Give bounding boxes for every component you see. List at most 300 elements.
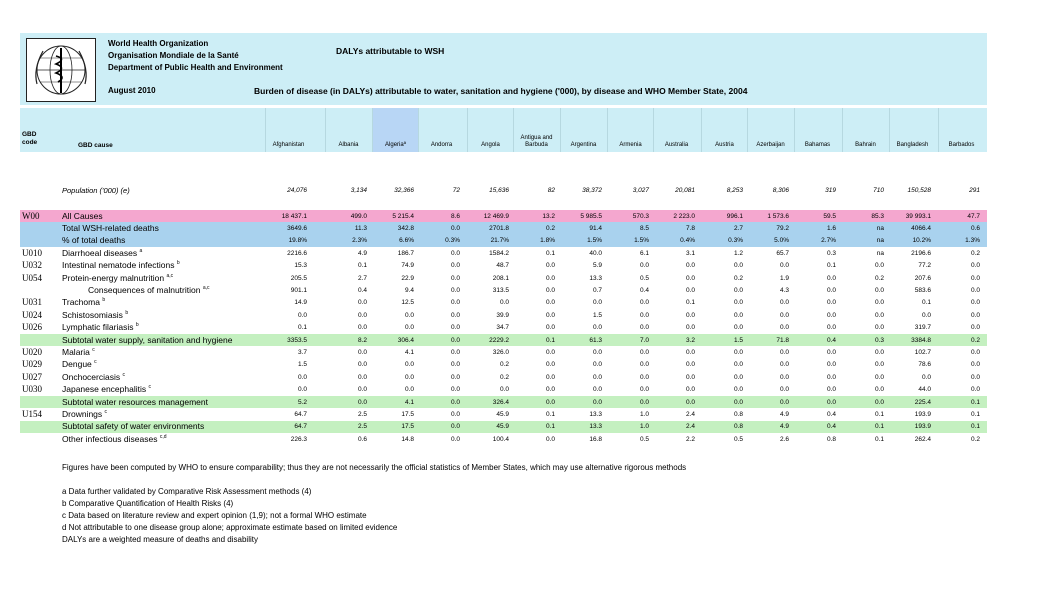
table-cell: 1.2 <box>733 249 743 257</box>
table-cell: 0.0 <box>545 373 555 381</box>
table-cell: 0.1 <box>970 423 980 431</box>
table-cell: 0.2 <box>970 249 980 257</box>
table-cell: 0.0 <box>639 398 649 406</box>
table-cell: 0.7 <box>592 286 602 294</box>
table-cell: 0.0 <box>733 398 743 406</box>
table-cell: 44.0 <box>918 386 931 394</box>
table-cell: 0.0 <box>685 274 695 282</box>
cause-label <box>62 372 125 382</box>
table-cell: 2196.6 <box>911 249 931 257</box>
gbd-code-header <box>22 131 52 147</box>
table-cell: 0.1 <box>357 262 367 270</box>
table-cell: 13.3 <box>589 410 602 418</box>
gbd-code: U027 <box>22 371 42 382</box>
table-cell: 0.0 <box>733 324 743 332</box>
table-cell: 0.8 <box>733 423 743 431</box>
table-cell: 0.0 <box>874 262 884 270</box>
table-cell: 0.0 <box>592 348 602 356</box>
column-header: Bahrain <box>842 108 889 152</box>
table-cell: 0.0 <box>733 373 743 381</box>
table-cell: 0.0 <box>545 361 555 369</box>
cause-name: Consequences of malnutrition <box>88 284 201 295</box>
table-cell: 0.0 <box>404 386 414 394</box>
comparability-note: Figures have been computed by WHO to ensure comparability; thus they are not necessarily the official statistics of Member States, which may use alternative rigorous methods <box>62 463 687 472</box>
table-cell: 186.7 <box>397 249 414 257</box>
table-cell: 0.0 <box>779 373 789 381</box>
table-cell: 0.0 <box>499 299 509 307</box>
cause-label <box>62 409 107 419</box>
footnote-line: d Not attributable to one disease group alone; approximate estimate based on limited evidence <box>62 523 398 532</box>
table-cell: 0.5 <box>639 435 649 443</box>
table-cell: 0.2 <box>499 373 509 381</box>
table-cell: 48.7 <box>496 262 509 270</box>
table-cell: 4.9 <box>357 249 367 257</box>
table-cell: na <box>876 237 884 245</box>
gbd-code: U032 <box>22 260 42 271</box>
table-cell: 18 437.1 <box>281 212 307 220</box>
footnote-marker: c <box>92 347 95 354</box>
table-cell: 0.0 <box>639 311 649 319</box>
table-cell: 0.0 <box>779 311 789 319</box>
table-cell: 0.0 <box>404 361 414 369</box>
table-cell: 0.0 <box>685 286 695 294</box>
table-cell: 0.0 <box>639 348 649 356</box>
table-cell: 1.3% <box>965 237 980 245</box>
table-cell: 12.5 <box>401 299 414 307</box>
cause-name: Lymphatic filariasis <box>62 322 134 333</box>
table-cell: 12 469.9 <box>483 212 509 220</box>
table-cell: 5 985.5 <box>580 212 602 220</box>
cause-name: Diarrhoeal diseases <box>62 247 138 258</box>
table-cell: 0.0 <box>545 398 555 406</box>
table-cell: 0.0 <box>733 361 743 369</box>
table-cell: 1.0 <box>639 410 649 418</box>
table-cell: 0.0 <box>970 311 980 319</box>
table-cell: 0.0 <box>357 348 367 356</box>
table-cell: 39.9 <box>496 311 509 319</box>
table-cell: 20,081 <box>675 187 695 194</box>
table-cell: 0.4 <box>826 423 836 431</box>
table-cell: 0.0 <box>970 262 980 270</box>
table-cell: 0.0 <box>592 299 602 307</box>
table-cell: 3,134 <box>350 187 367 194</box>
table-cell: 0.0 <box>357 373 367 381</box>
cause-name: Schistosomiasis <box>62 309 123 320</box>
table-cell: 9.4 <box>404 286 414 294</box>
table-cell: 313.5 <box>492 286 509 294</box>
gbd-code: U026 <box>22 322 42 333</box>
column-header: Argentina <box>560 108 607 152</box>
table-cell: 0.0 <box>826 398 836 406</box>
cause-label <box>62 347 95 357</box>
footnote-marker: b <box>135 322 139 329</box>
table-cell: 8.6 <box>450 212 460 220</box>
column-header: Antigua and Barbuda <box>513 108 560 152</box>
table-cell: 0.1 <box>545 336 555 344</box>
table-cell: 0.0 <box>970 386 980 394</box>
org-name-en: World Health Organization <box>108 39 209 48</box>
table-cell: 38,372 <box>582 187 602 194</box>
table-cell: 0.0 <box>826 324 836 332</box>
table-cell: 0.0 <box>685 386 695 394</box>
table-cell: 0.0 <box>685 373 695 381</box>
table-cell: 2.7 <box>733 224 743 232</box>
table-cell: 1.5% <box>634 237 649 245</box>
column-header: Austria <box>701 108 748 152</box>
table-cell: 0.0 <box>733 286 743 294</box>
table-cell: 319 <box>825 187 836 194</box>
table-cell: 2 223.0 <box>673 212 695 220</box>
table-cell: 3353.5 <box>287 336 307 344</box>
table-cell: 2.7 <box>357 274 367 282</box>
table-cell: 0.0 <box>685 311 695 319</box>
table-cell: 4066.4 <box>911 224 931 232</box>
table-cell: 0.0 <box>450 274 460 282</box>
column-header: Bangladesh <box>889 108 936 152</box>
table-cell: 0.4 <box>639 286 649 294</box>
table-cell: 6.6% <box>399 237 414 245</box>
table-cell: 45.9 <box>496 410 509 418</box>
column-header: Afghanistan <box>265 108 312 152</box>
table-cell: 0.0 <box>357 398 367 406</box>
cause-name: Subtotal safety of water environments <box>62 421 205 432</box>
table-cell: 0.2 <box>970 336 980 344</box>
footnote-line: DALYs are a weighted measure of deaths and disability <box>62 535 258 544</box>
cause-name: Trachoma <box>62 297 100 308</box>
cause-label <box>62 359 97 369</box>
gbd-code: U030 <box>22 384 42 395</box>
table-cell: 0.1 <box>297 324 307 332</box>
table-cell: 0.8 <box>826 435 836 443</box>
table-cell: 2.2 <box>685 435 695 443</box>
report-date: August 2010 <box>108 86 156 95</box>
table-cell: 2.5 <box>357 410 367 418</box>
table-cell: 0.0 <box>450 324 460 332</box>
table-cell: 2.4 <box>685 410 695 418</box>
table-cell: 193.9 <box>914 410 931 418</box>
table-cell: 0.0 <box>733 348 743 356</box>
table-cell: 0.0 <box>779 324 789 332</box>
table-cell: 326.0 <box>492 348 509 356</box>
table-cell: 0.0 <box>297 311 307 319</box>
table-cell: 0.0 <box>450 249 460 257</box>
table-cell: 0.2 <box>874 274 884 282</box>
table-cell: 0.0 <box>404 373 414 381</box>
table-cell: 0.0 <box>733 262 743 270</box>
table-cell: 0.0 <box>874 299 884 307</box>
table-cell: 0.2 <box>499 361 509 369</box>
table-cell: 0.0 <box>357 324 367 332</box>
table-cell: 0.0 <box>450 336 460 344</box>
table-cell: 6.1 <box>639 249 649 257</box>
cause-label <box>62 235 125 245</box>
table-cell: 291 <box>969 187 980 194</box>
table-cell: 0.1 <box>874 410 884 418</box>
table-cell: 0.1 <box>826 262 836 270</box>
table-cell: 1.5 <box>733 336 743 344</box>
table-cell: 710 <box>873 187 884 194</box>
table-cell: 0.0 <box>874 373 884 381</box>
cause-name: All Causes <box>62 210 103 221</box>
table-cell: 0.4 <box>357 286 367 294</box>
table-cell: 0.0 <box>970 348 980 356</box>
table-cell: 1.5 <box>297 361 307 369</box>
table-cell: 342.8 <box>397 224 414 232</box>
table-cell: 0.1 <box>545 423 555 431</box>
table-cell: 2229.2 <box>489 336 509 344</box>
cause-label <box>62 273 173 283</box>
table-cell: 0.0 <box>685 324 695 332</box>
gbd-code: U154 <box>22 408 42 419</box>
table-cell: 0.0 <box>639 373 649 381</box>
table-cell: 0.0 <box>970 274 980 282</box>
table-cell: 0.0 <box>779 361 789 369</box>
table-cell: 11.3 <box>354 224 367 232</box>
table-cell: 2.4 <box>685 423 695 431</box>
table-cell: 85.3 <box>871 212 884 220</box>
table-cell: 0.5 <box>733 435 743 443</box>
table-cell: 0.0 <box>826 311 836 319</box>
cause-name: Malaria <box>62 346 90 357</box>
table-cell: 0.0 <box>826 348 836 356</box>
table-cell: 319.7 <box>914 324 931 332</box>
footnote-marker: c <box>104 409 108 416</box>
table-cell: 0.0 <box>970 324 980 332</box>
cause-name: Total WSH-related deaths <box>62 222 159 233</box>
gbd-cause-header: GBD cause <box>78 142 113 149</box>
table-cell: 45.9 <box>496 423 509 431</box>
table-cell: 0.0 <box>357 311 367 319</box>
table-cell: 0.0 <box>450 423 460 431</box>
table-cell: 0.0 <box>450 410 460 418</box>
table-cell: 0.0 <box>592 386 602 394</box>
table-cell: 0.0 <box>545 435 555 443</box>
table-cell: 3384.8 <box>911 336 931 344</box>
department-name: Department of Public Health and Environment <box>108 63 283 72</box>
table-cell: 0.0 <box>779 398 789 406</box>
table-cell: 3.7 <box>297 348 307 356</box>
gbd-code: U024 <box>22 309 42 320</box>
table-cell: 13.3 <box>589 274 602 282</box>
table-cell: 0.0 <box>733 299 743 307</box>
table-cell: 47.7 <box>967 212 980 220</box>
gbd-code: U054 <box>22 272 42 283</box>
table-cell: 0.0 <box>874 386 884 394</box>
table-cell: 0.0 <box>779 262 789 270</box>
cause-label <box>62 297 105 307</box>
table-cell: 0.0 <box>545 299 555 307</box>
table-cell: 4.9 <box>779 410 789 418</box>
table-cell: 0.3% <box>728 237 743 245</box>
gbd-code: U010 <box>22 247 42 258</box>
table-cell: 5.9 <box>592 262 602 270</box>
population-label: Population ('000) (e) <box>62 186 130 195</box>
table-cell: 901.1 <box>290 286 307 294</box>
table-cell: 0.0 <box>779 299 789 307</box>
table-cell: 24,076 <box>287 187 307 194</box>
table-cell: 14.8 <box>401 435 414 443</box>
table-cell: 0.0 <box>733 386 743 394</box>
column-header: Bahamas <box>794 108 841 152</box>
column-header: Algeriaª <box>372 108 419 152</box>
table-cell: 0.4 <box>826 410 836 418</box>
table-cell: 13.2 <box>542 212 555 220</box>
table-cell: 499.0 <box>350 212 367 220</box>
gbd-code: U029 <box>22 359 42 370</box>
table-cell: 71.8 <box>776 336 789 344</box>
table-cell: 0.0 <box>545 348 555 356</box>
table-cell: 21.7% <box>490 237 509 245</box>
table-cell: 0.0 <box>874 324 884 332</box>
table-cell: 82 <box>547 187 555 194</box>
table-cell: 262.4 <box>914 435 931 443</box>
table-cell: 0.6 <box>970 224 980 232</box>
cause-name: Subtotal water supply, sanitation and hygiene <box>62 334 233 345</box>
table-cell: 8.5 <box>639 224 649 232</box>
table-cell: 0.0 <box>450 286 460 294</box>
table-cell: 996.1 <box>726 212 743 220</box>
gbd-code-label: GBD code <box>22 131 38 146</box>
table-cell: 0.0 <box>499 386 509 394</box>
table-cell: 0.0 <box>450 386 460 394</box>
cause-name: Other infectious diseases <box>62 433 158 444</box>
cause-name: Drownings <box>62 408 103 419</box>
footnote-line: b Comparative Quantification of Health Risks (4) <box>62 499 234 508</box>
table-cell: 0.0 <box>545 324 555 332</box>
cause-label <box>62 421 204 431</box>
table-cell: 2.3% <box>352 237 367 245</box>
cause-label <box>88 285 210 295</box>
table-cell: 0.0 <box>685 348 695 356</box>
table-cell: 0.0 <box>545 262 555 270</box>
table-cell: 0.0 <box>404 311 414 319</box>
table-cell: 3649.6 <box>287 224 307 232</box>
table-cell: 91.4 <box>589 224 602 232</box>
table-cell: 0.5 <box>639 274 649 282</box>
table-cell: 0.1 <box>970 410 980 418</box>
table-cell: 0.0 <box>874 398 884 406</box>
table-cell: 208.1 <box>492 274 509 282</box>
cause-label <box>62 310 128 320</box>
cause-label <box>62 434 167 444</box>
table-cell: 4.9 <box>779 423 789 431</box>
footnote-line: a Data further validated by Comparative Risk Assessment methods (4) <box>62 487 312 496</box>
table-cell: 5.2 <box>297 398 307 406</box>
table-cell: 1.5 <box>592 311 602 319</box>
table-cell: 19.8% <box>288 237 307 245</box>
table-cell: 40.0 <box>589 249 602 257</box>
table-cell: 0.0 <box>545 386 555 394</box>
column-header: Armenia <box>607 108 654 152</box>
table-cell: 59.5 <box>823 212 836 220</box>
table-cell: 0.4% <box>680 237 695 245</box>
gbd-code: U031 <box>22 297 42 308</box>
table-cell: 205.5 <box>290 274 307 282</box>
table-cell: 0.0 <box>545 311 555 319</box>
table-cell: 0.0 <box>450 435 460 443</box>
column-header: Australia <box>653 108 700 152</box>
table-cell: 0.0 <box>357 299 367 307</box>
footnote-marker: b <box>176 260 180 267</box>
table-cell: 0.0 <box>639 386 649 394</box>
table-cell: 7.0 <box>639 336 649 344</box>
table-cell: 0.2 <box>970 435 980 443</box>
cause-label <box>62 335 232 345</box>
cause-label <box>62 397 208 407</box>
table-cell: 225.4 <box>914 398 931 406</box>
table-cell: 0.0 <box>921 311 931 319</box>
footnote-line: c Data based on literature review and expert opinion (1,9); not a formal WHO estimate <box>62 511 367 520</box>
cause-name: Intestinal nematode infections <box>62 260 175 271</box>
table-cell: 226.3 <box>290 435 307 443</box>
cause-label <box>62 211 103 221</box>
table-cell: 17.5 <box>401 410 414 418</box>
table-cell: 16.8 <box>589 435 602 443</box>
table-cell: 150,528 <box>907 187 931 194</box>
table-cell: 0.1 <box>685 299 695 307</box>
table-cell: 0.0 <box>545 274 555 282</box>
column-header: Azerbaijan <box>747 108 794 152</box>
table-cell: 0.3 <box>874 336 884 344</box>
table-cell: 0.0 <box>592 373 602 381</box>
gbd-code: U020 <box>22 346 42 357</box>
cause-label <box>62 322 139 332</box>
table-cell: 1.9 <box>779 274 789 282</box>
table-cell: 0.0 <box>733 311 743 319</box>
table-cell: 0.0 <box>826 274 836 282</box>
cause-name: Onchocerciasis <box>62 371 121 382</box>
table-cell: 78.6 <box>918 361 931 369</box>
footnote-marker: c <box>122 371 125 378</box>
cause-name: Dengue <box>62 359 92 370</box>
table-cell: 0.6 <box>357 435 367 443</box>
table-cell: 1.6 <box>826 224 836 232</box>
table-cell: 0.0 <box>592 324 602 332</box>
table-cell: 0.0 <box>970 299 980 307</box>
table-cell: 4.1 <box>404 398 414 406</box>
column-header: Angola <box>467 108 514 152</box>
column-header: Andorra <box>418 108 465 152</box>
table-cell: 0.0 <box>826 361 836 369</box>
table-cell: 0.0 <box>685 398 695 406</box>
sheet-title: DALYs attributable to WSH <box>336 46 445 56</box>
table-cell: 0.0 <box>450 262 460 270</box>
table-cell: 0.0 <box>970 286 980 294</box>
table-cell: 193.9 <box>914 423 931 431</box>
table-cell: 64.7 <box>294 410 307 418</box>
table-cell: 64.7 <box>294 423 307 431</box>
table-cell: 0.0 <box>874 348 884 356</box>
table-cell: 0.1 <box>545 410 555 418</box>
report-subtitle: Burden of disease (in DALYs) attributable to water, sanitation and hygiene ('000), by disease and WHO Member State, 2004 <box>254 86 748 96</box>
table-cell: 39 993.1 <box>905 212 931 220</box>
column-header: Albania <box>325 108 372 152</box>
table-cell: 1 573.6 <box>767 212 789 220</box>
table-cell: 0.8 <box>733 410 743 418</box>
footnote-marker: b <box>102 297 106 304</box>
table-cell: 0.2 <box>545 224 555 232</box>
table-cell: 2.5 <box>357 423 367 431</box>
cause-label <box>62 223 159 233</box>
footnote-marker: c <box>148 384 151 391</box>
table-cell: 0.0 <box>297 373 307 381</box>
table-cell: 0.0 <box>779 348 789 356</box>
table-cell: 0.0 <box>779 386 789 394</box>
table-cell: 72 <box>452 187 460 194</box>
table-cell: 8,253 <box>726 187 743 194</box>
table-cell: 8.2 <box>357 336 367 344</box>
cause-label <box>62 260 180 270</box>
